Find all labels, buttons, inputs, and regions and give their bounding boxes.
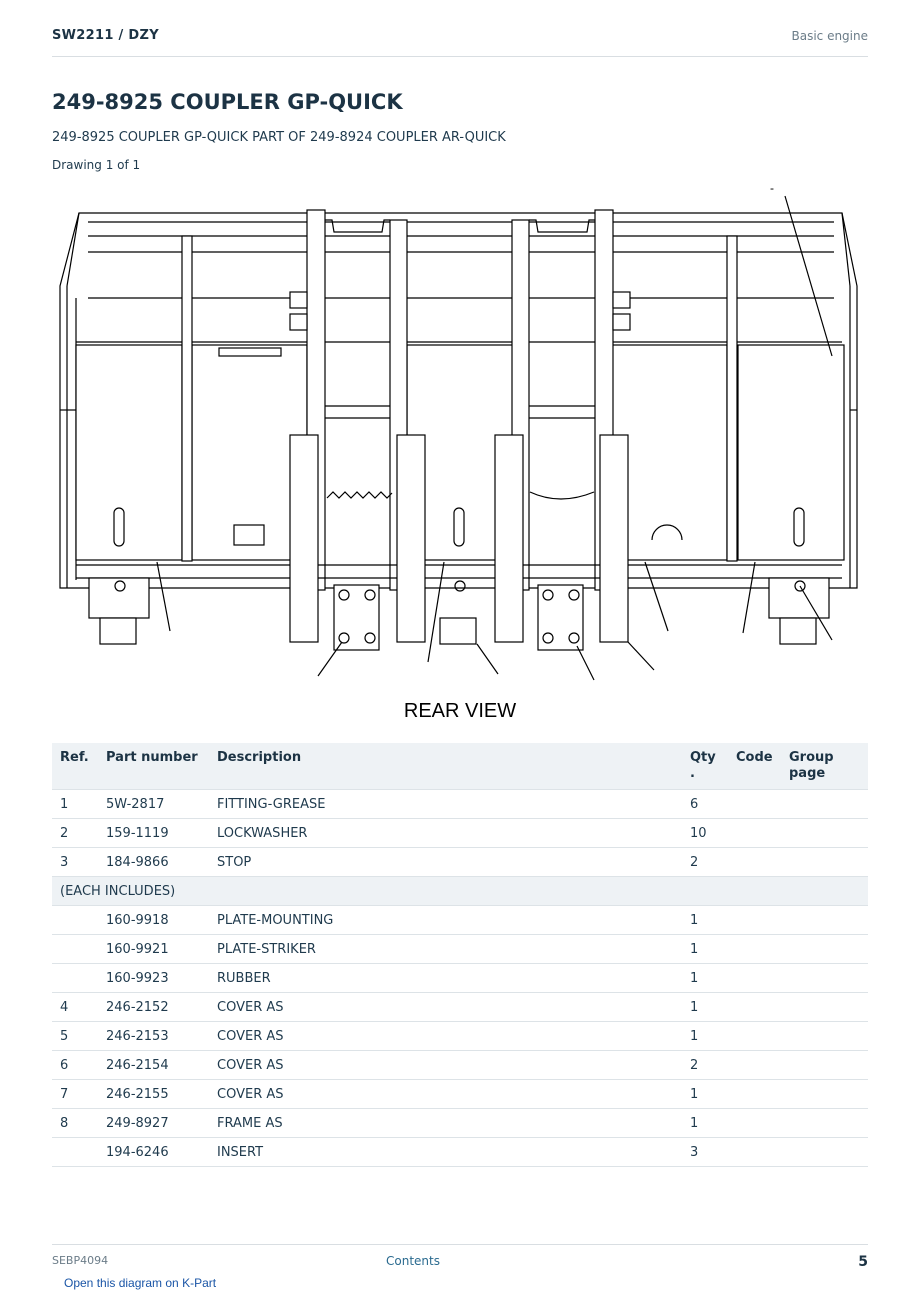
table-row <box>52 1109 868 1138</box>
ref-cell <box>52 935 98 964</box>
group-page-cell <box>781 935 868 964</box>
col-description: Description <box>209 743 682 790</box>
part-number-cell: 159-1119 <box>98 819 209 848</box>
code-cell <box>728 906 781 935</box>
model-code: SW2211 / DZY <box>52 28 159 43</box>
qty-cell: 3 <box>682 1138 728 1167</box>
group-page-cell <box>781 848 868 877</box>
table-row <box>52 964 868 993</box>
ref-cell <box>52 1138 98 1167</box>
view-label: REAR VIEW <box>403 700 517 722</box>
page-footer <box>52 1244 868 1275</box>
code-cell <box>728 1138 781 1167</box>
col-group-page: Group page <box>781 743 868 790</box>
description-cell: PLATE-STRIKER <box>209 935 682 964</box>
description-cell: STOP <box>209 848 682 877</box>
qty-cell: 1 <box>682 964 728 993</box>
code-cell <box>728 1109 781 1138</box>
description-cell: COVER AS <box>209 1080 682 1109</box>
group-page-cell <box>781 819 868 848</box>
document-id: SEBP4094 <box>52 1254 109 1267</box>
page-subtitle: 249-8925 COUPLER GP-QUICK PART OF 249-8924 COUPLER AR-QUICK <box>52 130 506 145</box>
part-number-cell: 184-9866 <box>98 848 209 877</box>
part-number-cell: 249-8927 <box>98 1109 209 1138</box>
contents-link[interactable]: Contents <box>386 1254 440 1268</box>
group-page-cell <box>781 1109 868 1138</box>
part-number-cell: 194-6246 <box>98 1138 209 1167</box>
qty-cell: 1 <box>682 993 728 1022</box>
code-cell <box>728 1080 781 1109</box>
table-row <box>52 790 868 819</box>
description-cell: COVER AS <box>209 993 682 1022</box>
group-page-cell <box>781 906 868 935</box>
table-row <box>52 1080 868 1109</box>
page-header <box>52 28 868 57</box>
code-cell <box>728 1022 781 1051</box>
ref-cell: 7 <box>52 1080 98 1109</box>
code-cell <box>728 993 781 1022</box>
table-note-row <box>52 877 868 906</box>
qty-cell: 6 <box>682 790 728 819</box>
kpart-link[interactable]: Open this diagram on K-Part <box>64 1276 217 1290</box>
part-number-cell: 160-9921 <box>98 935 209 964</box>
qty-cell: 1 <box>682 1080 728 1109</box>
ref-cell: 8 <box>52 1109 98 1138</box>
group-page-cell <box>781 1138 868 1167</box>
qty-cell: 1 <box>682 1022 728 1051</box>
table-row <box>52 935 868 964</box>
code-cell <box>728 848 781 877</box>
callout-mark: - <box>770 181 774 195</box>
code-cell <box>728 819 781 848</box>
part-number-cell: 5W-2817 <box>98 790 209 819</box>
col-ref: Ref. <box>52 743 98 790</box>
description-cell: COVER AS <box>209 1022 682 1051</box>
description-cell: INSERT <box>209 1138 682 1167</box>
qty-cell: 10 <box>682 819 728 848</box>
description-cell: PLATE-MOUNTING <box>209 906 682 935</box>
note-cell: (EACH INCLUDES) <box>52 877 868 906</box>
qty-cell: 1 <box>682 1109 728 1138</box>
table-row <box>52 906 868 935</box>
ref-cell: 1 <box>52 790 98 819</box>
description-cell: RUBBER <box>209 964 682 993</box>
group-page-cell <box>781 1051 868 1080</box>
parts-table <box>52 743 868 1167</box>
ref-cell: 6 <box>52 1051 98 1080</box>
ref-cell: 5 <box>52 1022 98 1051</box>
part-number-cell: 246-2155 <box>98 1080 209 1109</box>
part-number-cell: 160-9923 <box>98 964 209 993</box>
rear-view-drawing <box>52 180 868 690</box>
qty-cell: 1 <box>682 906 728 935</box>
part-number-cell: 160-9918 <box>98 906 209 935</box>
table-row <box>52 848 868 877</box>
page-number: 5 <box>858 1254 868 1270</box>
part-number-cell: 246-2152 <box>98 993 209 1022</box>
description-cell: FRAME AS <box>209 1109 682 1138</box>
code-cell <box>728 1051 781 1080</box>
qty-cell: 1 <box>682 935 728 964</box>
col-code: Code <box>728 743 781 790</box>
table-row <box>52 993 868 1022</box>
table-row <box>52 819 868 848</box>
qty-cell: 2 <box>682 848 728 877</box>
code-cell <box>728 790 781 819</box>
table-row <box>52 1051 868 1080</box>
table-row <box>52 1022 868 1051</box>
ref-cell: 3 <box>52 848 98 877</box>
part-number-cell: 246-2154 <box>98 1051 209 1080</box>
col-qty: Qty . <box>682 743 728 790</box>
part-number-cell: 246-2153 <box>98 1022 209 1051</box>
ref-cell: 2 <box>52 819 98 848</box>
table-row <box>52 1138 868 1167</box>
group-page-cell <box>781 964 868 993</box>
group-page-cell <box>781 1022 868 1051</box>
ref-cell: 4 <box>52 993 98 1022</box>
description-cell: COVER AS <box>209 1051 682 1080</box>
description-cell: FITTING-GREASE <box>209 790 682 819</box>
group-page-cell <box>781 1080 868 1109</box>
code-cell <box>728 935 781 964</box>
group-page-cell <box>781 790 868 819</box>
group-page-cell <box>781 993 868 1022</box>
page-title: 249-8925 COUPLER GP-QUICK <box>52 90 403 114</box>
code-cell <box>728 964 781 993</box>
section-name: Basic engine <box>791 29 868 43</box>
description-cell: LOCKWASHER <box>209 819 682 848</box>
col-part-number: Part number <box>98 743 209 790</box>
qty-cell: 2 <box>682 1051 728 1080</box>
drawing-number: Drawing 1 of 1 <box>52 158 141 172</box>
ref-cell <box>52 906 98 935</box>
ref-cell <box>52 964 98 993</box>
table-header-row <box>52 743 868 790</box>
